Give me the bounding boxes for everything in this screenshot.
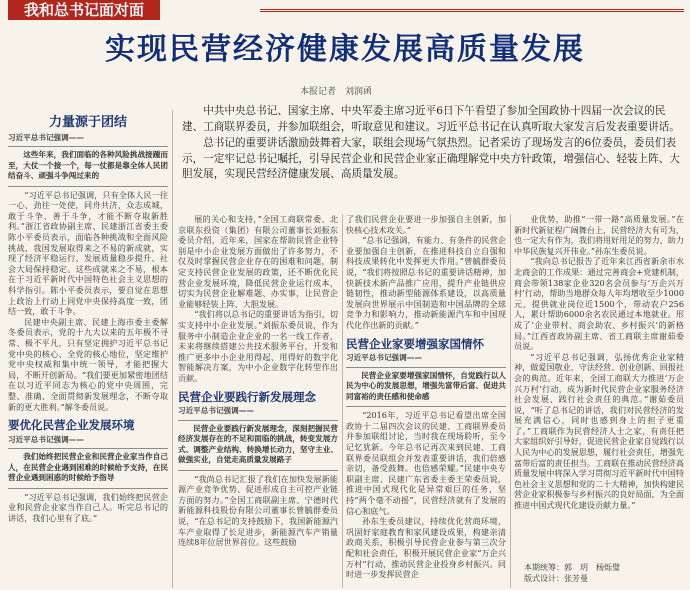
body-paragraph: “我们将以总书记的重要讲话为指引，切实支持中小企业发展。”刘振东委员说，作为服务中小制造企业企业的一名一线工作者，未来将继续搭建公共技术服务平台，开发和推广更多中小企业用得起、用得好的数字化智能解决方案，为中小企业数字化转型作出贡献。 <box>178 309 338 383</box>
body-paragraph: 孙东生委员建议，持续优化营商环境，巩固好家庭教育和家风建设成果，构建亲清政商关系，积极引导民营企业参与第三次分配和社会责任，积极开展民营企业家“万企兴万村”行动，推动民营企业投身乡村振兴。同时进一步发挥民营企 <box>346 516 506 580</box>
column-4 <box>514 214 684 588</box>
column-divider <box>510 214 511 588</box>
body-paragraph: 展的关心和支持，”全国工商联常委、北京联东投资（集团）有限公司董事长刘振东委员介绍，近年来，国家在帮助民营企业特别是中小企业发展方面做出了许多努力，不仅及时掌握民营企业存在的困难和问题，制定支持民营企业发展的政策，还不断优化民营企业发展环境，降低民营企业运行成本，切实为民营企业解难题、办实事，让民营企业能够轻装上阵、大胆发展。 <box>178 214 338 309</box>
column-3 <box>346 214 506 588</box>
credit-designer: 版式设计：张芳曼 <box>524 574 588 583</box>
section-title: 要优化民营企业发展环境 <box>8 418 135 433</box>
body-paragraph: “2016年，习近平总书记看望出席全国政协十二届四次会议的民建、工商联界委员并参加联组讨论，当时我在现场聆听，至今记忆犹新。今年总书记再次来到民建、工商联界委员联组会并发表重要讲话，我们倍感亲切，备受鼓舞。也倍感荣耀。”民建中央专职副主席、民建广东省委主委王荣委员说，推进中国式现代化是异常艰巨的任务，坚持“两个毫不动摇”，民营经济就有了发展的信心和底气。 <box>346 410 506 516</box>
article-byline: 本报记者 刘润函 <box>300 87 373 97</box>
body-paragraph: 业优势，助推“一带一路”高质量发展。”在新时代新征程广阔舞台上，民营经济大有可为，也一定大有作为，我们将用好用足的努力，助力中华民族复兴开伟业。”孙东生委员说。 <box>514 214 684 256</box>
section-subtitle: 习近平总书记强调—— <box>8 132 84 142</box>
body-paragraph: “习近平总书记强调，弘扬优秀企业家精神，做爱国敬业、守法经营、创业创新、回报社会的典范。近年来，全国工商联大力推进‘万企兴万村’行动，成为新时代民营企业家服务经济社会发展、践行社会责任的典范。”谢茹委员说，“听了总书记的讲话，我们对民营经济的发展充满信心，同时也感到身上的担子更重了。”工商联作为民营经济人士之家，有责任把大家组织好引导好，促进民营企业家自觉践行以人民为中心的发展思想，履行社会责任，增强先富带后富的责任担当。工商联在推动民营经济高质量发展中将深入学习贯彻习近平新时代中国特色社会主义思想和党的二十大精神，加快构建民营企业家积极参与乡村振兴的良好局面，为全面推进中国式现代化建设贡献力量。” <box>514 351 684 511</box>
column-divider <box>172 110 173 588</box>
column-divider <box>342 214 343 588</box>
body-paragraph: “总书记强调，有能力、有条件的民营企业要加强自主创新，在推进科技自立自强和科技成果转化中发挥更大作用。”曾毓群委员说，“我们将按照总书记的重要讲话精神，加快新技术新产品推广应用，提升产业链供应链韧性，推动新型能源体系建设，以高质量发展向世界展示中国制造和中国品牌的全球竞争力和影响力，推动新能源汽车和中国现代化作出新的贡献。” <box>346 235 506 330</box>
body-paragraph: “我向总书记报告了近年来江西省新余市水北商会的工作成果：通过完善商会+党建机制，商会带领138家企业320名会员参与‘万企兴万村’行动，帮助当地群众每人年均增收至少1000元，提供就业岗位近1500个，带动农户256人，累计帮助6000余名农民通过本地就业。形成了‘企业带村、商会助农、乡村振兴’的新格局。”江西省政协副主席、省工商联主席谢茹委员说。 <box>514 256 684 352</box>
body-paragraph: 民建中央副主席、民建上海市委主委解冬委员表示，党的十九大以来的五年极不寻常、极不平凡，只有坚定拥护习近平总书记党中央的核心、全党的核心地位，坚定维护党中央权威和集中统一领导，才能把握大局，不断开创新局。“我们要更加紧密地团结在以习近平同志为核心的党中央周围，完整、准确、全面贯彻新发展理念，不断夺取新的更大胜利。”解冬委员说。 <box>8 316 168 412</box>
lede-paragraph: 总书记的重要讲话激励鼓舞着大家，联组会现场气氛热烈。记者采访了现场发言的6位委员，委员们表示，一定牢记总书记嘱托，引导民营企业和民营企业家正确理解党中央方针政策，增强信心、轻装上阵、大胆发展，实现民营经济健康发展、高质量发展。 <box>182 137 680 180</box>
body-paragraph: “我尚总书记汇报了我们在加快发展新能源产业竞争优势、促进形成自主可控产业链方面的努力。”全国工商联副主席、宁德时代新能源科技股份有限公司董事长曾毓群委员说，“在总书记的支持鼓励下，我国新能源汽车产业取得了长足进步，新能源汽车产销量连续8年位居世界首位。这些鼓励 <box>178 473 338 548</box>
column-1 <box>8 112 168 588</box>
column-4-body <box>514 214 684 558</box>
article-headline: 实现民营经济健康发展高质量发展 <box>105 32 585 67</box>
section-title: 民营企业要践行新发展理念 <box>178 389 316 404</box>
section-rule <box>8 186 168 187</box>
body-paragraph: “习近平总书记强调，只有全体人民一往一心、劲往一处使，同舟共济、众志成城，敢于斗争、善于斗争，才能不断夺取新胜利。”浙江省政协副主席、民建浙江省委主委陈小平委员表示，面临各种挑战和全面风险挑战，我国发展取得来之不易的新成就，实现了经济平稳运行、发展质量稳步提升、社会大局保持稳定。这些成就来之不易，根本在于习近平新时代中国特色社会主义思想的科学指引。陈小平委员表示，要自觉在思想上政治上行动上同党中央保持高度一致，团结一致，敢于斗争。 <box>8 189 168 317</box>
section-rule <box>178 470 338 471</box>
section-rule <box>8 488 168 489</box>
section-quote: 我们始终把民营企业和民营企业家当作自己人，在民营企业遇到困难的时候给予支持，在民营企业遇到困惑的时候给予指导 <box>8 452 168 483</box>
lede-paragraph: 中共中央总书记、国家主席、中央军委主席习近平6日下午看望了参加全国政协十四届一次会议的民建、工商联界委员，并参加联组会，听取意见和建议。习近平总书记在认真听取大家发言后发表重要讲话。 <box>182 105 680 133</box>
section-title: 民营企业家要增强家国情怀 <box>346 336 484 351</box>
section-quote: 民营企业要践行新发展理念，深刻把握民营经济发展存在的不足和面临的挑战，转变发展方式、调整产业结构、转换增长动力，坚守主业、做强实业，自觉走高质量发展路子 <box>178 423 338 465</box>
section-rule <box>178 420 338 421</box>
body-paragraph: 了我们民营企业要进一步加强自主创新，加快核心技术攻关。” <box>346 214 506 235</box>
credit-editor: 本期统筹：郭 玥 杨烁璧 <box>524 563 620 572</box>
banner-rule <box>260 9 684 12</box>
section-rule <box>346 406 506 407</box>
section-subtitle: 习近平总书记强调—— <box>346 353 422 363</box>
article-lede <box>182 104 682 184</box>
column-2 <box>178 214 338 588</box>
section-subtitle: 习近平总书记强调—— <box>8 434 84 444</box>
section-quote: 这些年来，我们面临的各种风险挑战接踵而至，大仗一个接一个，每一仗都是靠全体人民团结奋斗、顽强斗争闯过来的 <box>8 150 168 181</box>
section-rule <box>8 448 168 449</box>
section-title: 力量源于团结 <box>48 115 127 130</box>
section-banner <box>0 0 690 22</box>
banner-label: 我和总书记面对面 <box>8 0 160 20</box>
section-quote: 民营企业家要增强家国情怀，自觉践行以人民为中心的发展思想，增强先富带后富、促进共同富裕的责任感和使命感 <box>346 370 506 401</box>
body-paragraph: “习近平总书记强调，我们始终把民营企业和民营企业家当作自己人。听完总书记的讲话，我们心里有了底。” <box>8 491 168 524</box>
section-subtitle: 习近平总书记强调—— <box>178 406 254 416</box>
section-rule <box>346 367 506 368</box>
section-rule <box>8 146 168 147</box>
